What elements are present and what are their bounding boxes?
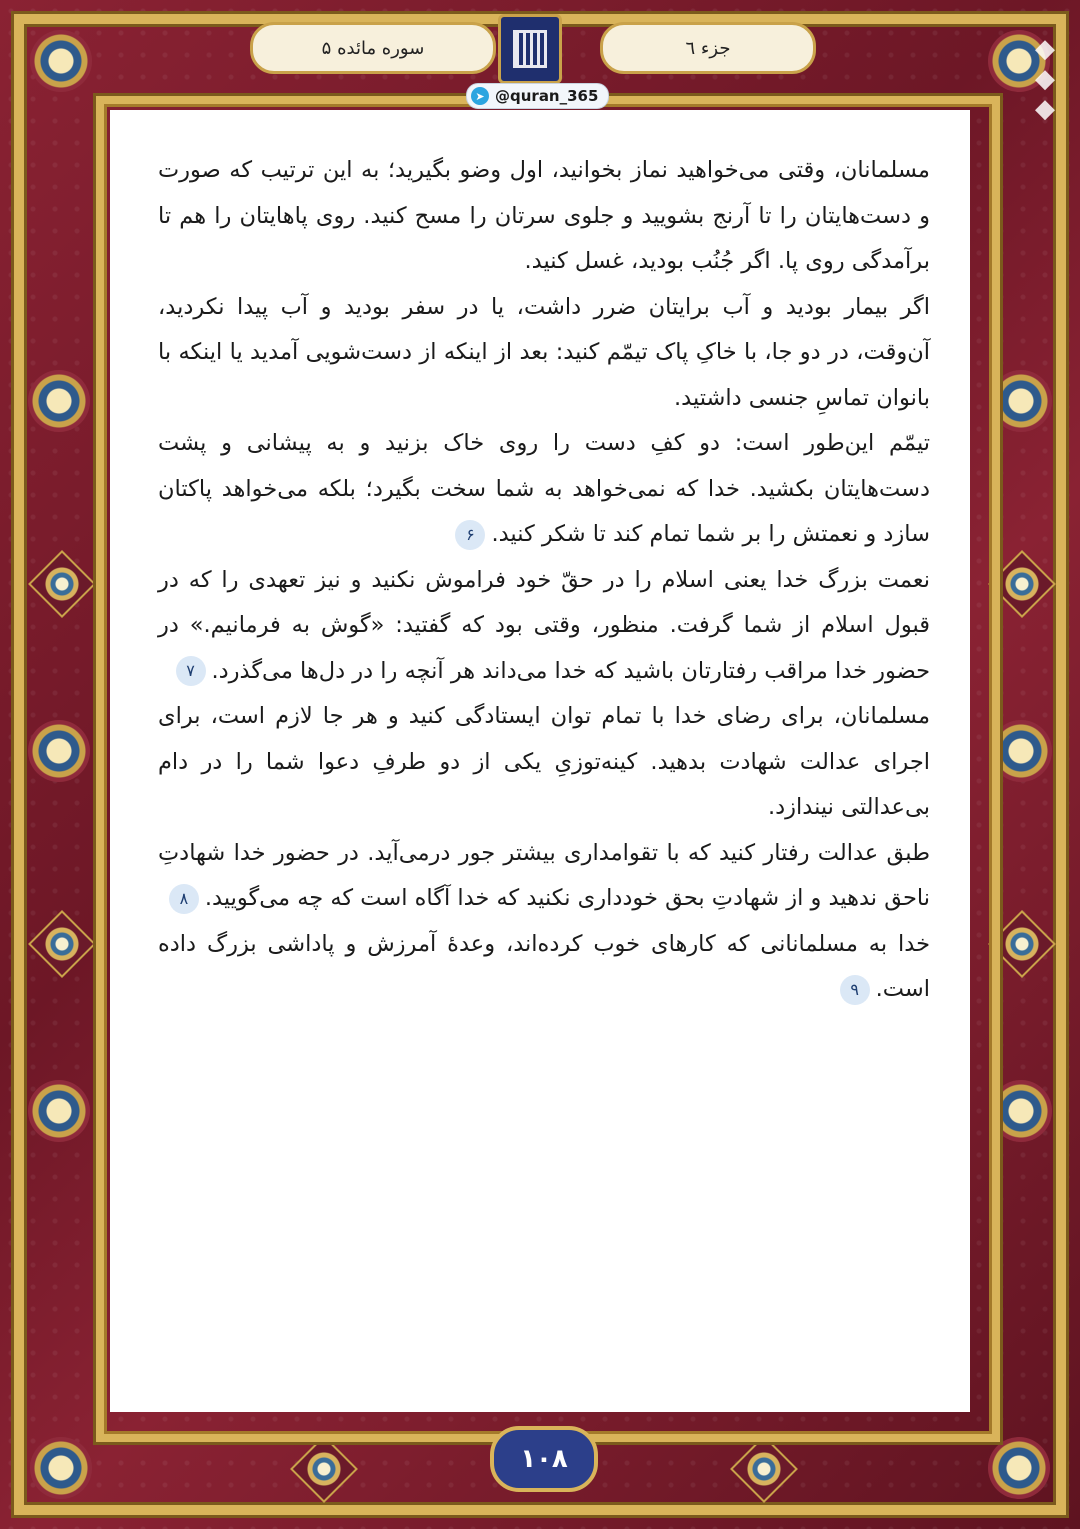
paragraph-text: نعمت بزرگ خدا یعنی اسلام را در حقّ خود فراموش نکنید و نیز تعهدی را که در قبول اسلام از شما گرفت. منظور، وقتی بود که گفتید: «گوش به فرمانیم.» در حضور خدا مراقب رفتارتان باشید که خدا می‌داند هر آنچه را در دل‌ها می‌گذرد. bbox=[158, 566, 930, 684]
ayah-number-badge: ۶ bbox=[455, 520, 485, 550]
juz-label bbox=[600, 22, 816, 74]
paragraph-text: طبق عدالت رفتار کنید که با تقوامداری بیشتر جور درمی‌آید. در حضور خدا شهادتِ ناحق ندهید و از شهادتِ بحق خودداری نکنید که خدا آگاه است که چه می‌گویید. bbox=[158, 839, 930, 911]
surah-label-text: سوره مائده ۵ bbox=[321, 37, 425, 59]
corner-medallion-bottom-right bbox=[988, 1437, 1050, 1499]
paragraph bbox=[158, 421, 930, 558]
paragraph bbox=[158, 922, 930, 1013]
page-number: ۱۰۸ bbox=[520, 1444, 568, 1474]
telegram-channel-link[interactable] bbox=[466, 83, 609, 109]
watermark-logo-icon: ◆◆◆ bbox=[1030, 34, 1060, 124]
side-medallion-left-3 bbox=[28, 1080, 90, 1142]
paragraph bbox=[158, 694, 930, 831]
paragraph-text: تیمّم این‌طور است: دو کفِ دست را روی خاک بزنید و به پیشانی و پشت دست‌هایتان بکشید. خدا که نمی‌خواهد به شما سخت بگیرد؛ بلکه می‌خواهد پاکتان سازد و نعمتش را بر شما تمام کند تا شکر کنید. bbox=[158, 430, 930, 547]
page-number-badge bbox=[490, 1426, 598, 1492]
paragraph bbox=[158, 558, 930, 695]
paragraph-text: مسلمانان، وقتی می‌خواهید نماز بخوانید، اول وضو بگیرید؛ به این ترتیب که صورت و دست‌هایتان را تا آرنج بشویید و جلوی سرتان را مسح کنید. روی پاهایتان را هم تا برآمدگی روی پا. اگر جُنُب بودید، غسل کنید. bbox=[158, 157, 930, 274]
corner-medallion-top-left bbox=[30, 30, 92, 92]
translation-panel bbox=[110, 110, 970, 1412]
surah-label bbox=[250, 22, 496, 74]
paragraph bbox=[158, 285, 930, 422]
side-medallion-left-2 bbox=[28, 720, 90, 782]
paragraph-text: خدا به مسلمانانی که کارهای خوب کرده‌اند، وعدهٔ آمرزش و پاداشی بزرگ داده است. bbox=[158, 930, 930, 1002]
paragraph bbox=[158, 831, 930, 922]
paragraph-text: مسلمانان، برای رضای خدا با تمام توان ایستادگی کنید و هر جا لازم است، برای اجرای عدالت شهادت بدهید. کینه‌توزیِ یکی از دو طرفِ دعوا شما را در دام بی‌عدالتی نیندازد. bbox=[158, 703, 930, 820]
ayah-number-badge: ۷ bbox=[176, 656, 206, 686]
paragraph bbox=[158, 148, 930, 285]
side-medallion-left-1 bbox=[28, 370, 90, 432]
telegram-icon: ➤ bbox=[471, 87, 489, 105]
telegram-handle: @quran_365 bbox=[495, 87, 599, 105]
ayah-number-badge: ۹ bbox=[840, 975, 870, 1005]
juz-label-text: جزء ٦ bbox=[685, 37, 731, 59]
paragraph-text: اگر بیمار بودید و آب برایتان ضرر داشت، یا در سفر بودید و آب پیدا نکردید، آن‌وقت، در دو جا، با خاکِ پاک تیمّم کنید: بعد از اینکه از دست‌شویی آمدید یا اینکه با بانوان تماسِ جنسی داشتید. bbox=[158, 293, 930, 411]
kufic-logo-icon bbox=[498, 14, 562, 84]
translation-text bbox=[158, 148, 930, 1013]
ayah-number-badge: ۸ bbox=[169, 884, 199, 914]
corner-medallion-bottom-left bbox=[30, 1437, 92, 1499]
